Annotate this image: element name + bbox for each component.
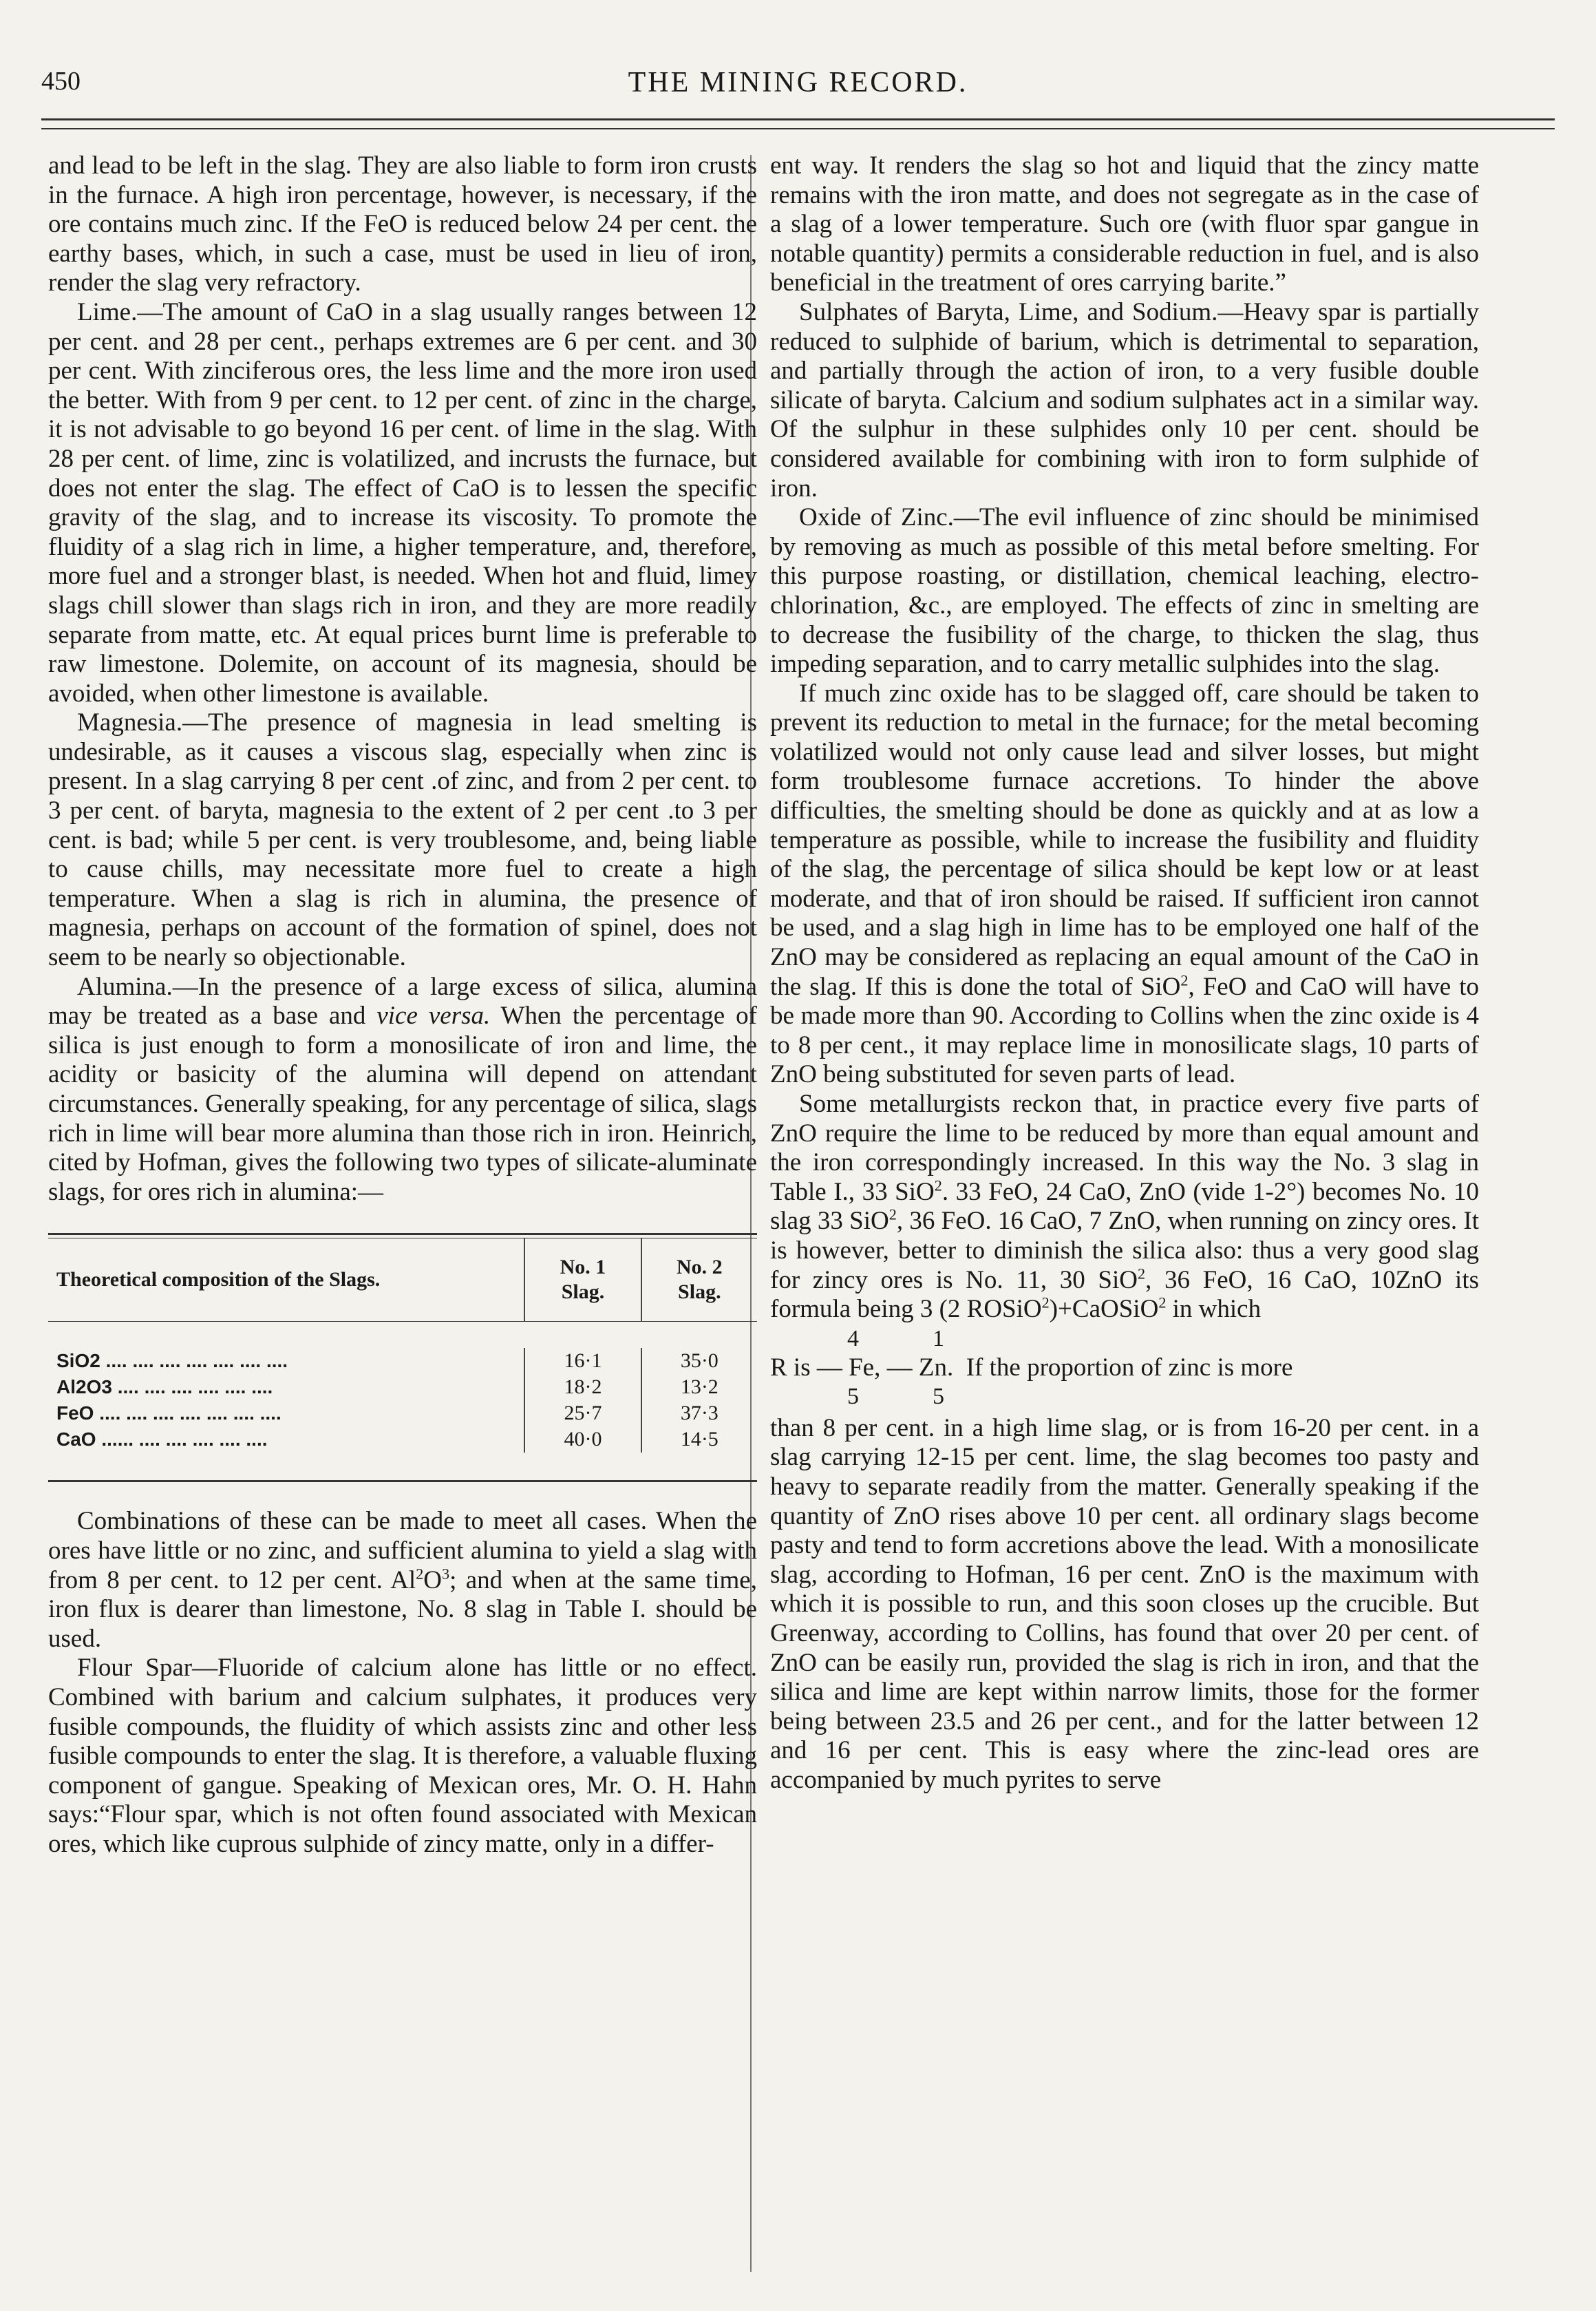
superscript: 3 (442, 1565, 450, 1583)
table-row (48, 1348, 757, 1374)
row-leader: .... .... .... .... .... .... .... (94, 1402, 281, 1424)
superscript: 2 (1180, 971, 1189, 989)
table-header (48, 1238, 757, 1322)
col1-subtitle: Slag. (561, 1280, 605, 1304)
formula-expression: R is — Fe, — Zn. (770, 1353, 954, 1382)
paragraph-lime: Lime.—The amount of CaO in a slag usually ranges between 12 per cent. and 28 per cent., perhaps extremes are 6 per cent. and 30 per cent. With zinciferous ores, the less lime and the more iron used the better. With from 9 per cent. to 12 per cent. of zinc in the charge, it is not advisable to go beyond 16 per cent. of lime in the slag. With 28 per cent. of lime, zinc is volatilized, and incrusts the furnace, but does not enter the slag. The effect of CaO is to lessen the specific gravity of the slag, and to increase its viscosity. To promote the fluidity of a slag rich in lime, a higher temperature, and, therefore, more fuel and a stronger blast, is needed. When hot and fluid, limey slags chill slower than slags rich in iron, and they are more readily separate from matte, etc. At equal prices burnt lime is preferable to raw limestone. Dolemite, on account of its magnesia, should be avoided, when other limestone is available. (48, 297, 757, 708)
row-value-1: 40·0 (524, 1426, 640, 1453)
header-rule-thin (41, 128, 1555, 129)
table-body (48, 1322, 757, 1482)
table-rule (48, 1233, 757, 1235)
row-label (48, 1373, 524, 1402)
formula-continuation: If the proportion of zinc is more (966, 1353, 1293, 1382)
page-header (41, 66, 1555, 107)
table-header-label: Theoretical composition of the Slags. (56, 1268, 381, 1291)
page-number: 450 (41, 67, 81, 96)
text-run: in which (1166, 1295, 1262, 1324)
col2-title: No. 2 (676, 1256, 723, 1279)
row-value-1: 16·1 (524, 1348, 640, 1374)
row-label (48, 1425, 524, 1455)
table-header-col1 (524, 1238, 640, 1321)
row-value-2: 35·0 (641, 1348, 757, 1374)
col2-subtitle: Slag. (678, 1280, 721, 1304)
paragraph-zinc-proportion: than 8 per cent. in a high lime slag, or is from 16-20 per cent. in a slag carrying 12-15 per cent. lime, the slag becomes too pasty and heavy to separate readily from the matter. Generally speaking if the quantity of ZnO rises above 10 per cent. all ordinary slags become pasty and tend to form accretions above the lead. With a monosilicate slag, according to Hofman, 16 per cent. ZnO is the maximum with which it is possible to run, and this soon closes up the crucible. But Greenway, according to Collins, has found that over 20 per cent. of ZnO can be easily run, provided the slag is rich in iron, and that the silica and lime are kept within narrow limits, those for the former being between 23.5 and 26 per cent., and for the latter between 12 and 16 per cent. This is easy where the zinc-lead ores are accompanied by much pyrites to serve (770, 1413, 1479, 1794)
text-run: O (423, 1565, 443, 1594)
row-value-2: 14·5 (641, 1426, 757, 1453)
row-value-1: 25·7 (524, 1400, 640, 1426)
text-run: When the percentage of silica is just enough to form a monosilicate of iron and lime, the acidity or basicity of the alumina will depend on attendant circumstances. Generally speaking, for any percentage of silica, slags rich in lime will bear more alumina than those rich in iron. Heinrich, cited by Hofman, gives the following two types of silicate-aluminate slags, for ores rich in alumina:— (48, 1002, 757, 1206)
superscript: 2 (889, 1206, 897, 1224)
text-run: Alumina.—In the presence of a large excess of silica, alumina may be treated as a base and (48, 972, 757, 1031)
fraction-denominator: 5 (847, 1383, 859, 1409)
row-name: SiO2 (56, 1350, 100, 1372)
formula-text (770, 1353, 1479, 1383)
text-run: ; and when at the same time, iron flux is dearer than limestone, No. 8 slag in Table I. should be used. (48, 1565, 757, 1653)
table-header-col2 (641, 1238, 757, 1321)
paragraph-sulphates: Sulphates of Baryta, Lime, and Sodium.—Heavy spar is partially reduced to sulphide of barium, which is detrimental to separation, and partially through the action of iron, to a very fusible double silicate of baryta. Calcium and sodium sulphates act in a similar way. Of the sulphur in these sulphides only 10 per cent. should be considered available for combining with iron to form sulphide of iron. (770, 297, 1479, 503)
row-label (48, 1347, 524, 1376)
row-value-2: 13·2 (641, 1374, 757, 1400)
paragraph: ent way. It renders the slag so hot and liquid that the zincy matte remains with the iron matte, and does not segregate as in the case of a slag of a lower temperature. Such ore (with fluor spar gangue in notable quantity) permits a considerable reduction in fuel, and is also beneficial in the treatment of ores carrying barite.” (770, 151, 1479, 297)
fraction-denominator: 5 (933, 1383, 944, 1409)
text-run: , 36 FeO, 16 CaO, 10ZnO its formula being 3 (2 ROSiO (770, 1265, 1480, 1324)
row-label (48, 1399, 524, 1428)
paragraph-metallurgists (770, 1090, 1479, 1325)
fraction-formula (770, 1325, 1479, 1414)
journal-title: THE MINING RECORD. (628, 67, 968, 98)
text-run: If much zinc oxide has to be slagged off, care should be taken to prevent its reduction to metal in the furnace; for the metal becoming volatilized would not only cause lead and silver losses, but might form troublesome furnace accretions. To hinder the above difficulties, the smelting should be done as quickly and at as low a temperature as possible, while to increase the fusibility and fluidity of the slag, the percentage of silica should be kept low or at least moderate, and that of iron should be raised. If sufficient iron cannot be used, and a slag high in lime has to be employed one half of the ZnO may be considered as replacing an equal amount of the CaO in the slag. If this is done the total of SiO (770, 679, 1479, 1001)
table-row (48, 1374, 757, 1400)
row-value-2: 37·3 (641, 1400, 757, 1426)
fraction-numerator: 4 (847, 1325, 859, 1351)
text-run: )+CaOSiO (1049, 1295, 1159, 1324)
right-column (770, 151, 1479, 1795)
paragraph-magnesia: Magnesia.—The presence of magnesia in lead smelting is undesirable, as it causes a viscous slag, especially when zinc is present. In a slag carrying 8 per cent .of zinc, and from 2 per cent. to 3 per cent. of baryta, magnesia to the extent of 2 per cent .to 3 per cent. is bad; while 5 per cent. is very troublesome, and, being liable to cause chills, may necessitate more fuel to create a high temperature. When a slag is rich in alumina, the presence of magnesia, perhaps on account of the formation of spinel, does not seem to be nearly so objectionable. (48, 708, 757, 972)
left-column (48, 151, 757, 1859)
paragraph-flour-spar: Flour Spar—Fluoride of calcium alone has little or no effect. Combined with barium and calcium sulphates, it produces very fusible compounds, the fluidity of which assists zinc and other less fusible compounds to enter the slag. It is therefore, a valuable fluxing component of gangue. Speaking of Mexican ores, Mr. O. H. Hahn says:“Flour spar, which is not often found associated with Mexican ores, which like cuprous sulphide of zincy matte, only in a differ- (48, 1654, 757, 1858)
fraction-numerator: 1 (933, 1325, 944, 1351)
row-name: Al2O3 (56, 1376, 112, 1398)
text-run: . 33 FeO, 24 CaO, ZnO (vide 1-2°) becomes No. 10 slag 33 SiO (770, 1177, 1479, 1236)
text-run: Some metallurgists reckon that, in practice every five parts of ZnO require the lime to be reduced by more than equal amount and the iron correspondingly increased. In this way the No. 3 slag in Table I., 33 SiO (770, 1090, 1479, 1206)
superscript: 2 (1138, 1265, 1146, 1283)
italic-text: vice versa. (376, 1002, 491, 1031)
row-name: CaO (56, 1428, 96, 1450)
paragraph-combinations (48, 1507, 757, 1654)
table-row (48, 1400, 757, 1426)
row-leader: ...... .... .... .... .... .... (96, 1428, 268, 1450)
col1-title: No. 1 (560, 1256, 606, 1279)
paragraph: and lead to be left in the slag. They are also liable to form iron crusts in the furnace. A high iron percentage, however, is necessary, if the ore contains much zinc. If the FeO is reduced below 24 per cent. the earthy bases, which, in such a case, must be used in lieu of iron, render the slag very refractory. (48, 151, 757, 297)
slag-composition-table (48, 1233, 757, 1482)
row-name: FeO (56, 1402, 94, 1424)
row-leader: .... .... .... .... .... .... .... (100, 1350, 288, 1372)
row-leader: .... .... .... .... .... .... (111, 1376, 273, 1398)
table-row (48, 1426, 757, 1453)
header-rule (41, 118, 1555, 120)
paragraph-alumina (48, 973, 757, 1207)
text-run: , FeO and CaO will have to be made more than 90. According to Collins when the zinc oxide is 4 to 8 per cent., it may replace lime in monosilicate slags, 10 parts of ZnO being substituted for seven parts of lead. (770, 972, 1479, 1089)
paragraph-oxide-of-zinc: Oxide of Zinc.—The evil influence of zinc should be minimised by removing as much as possible of this metal before smelting. For this purpose roasting, or distillation, chemical leaching, electro-chlorination, &c., are employed. The effects of zinc in smelting are to decrease the fusibility of the charge, to thicken the slag, thus impeding separation, and to carry metallic sulphides into the slag. (770, 503, 1479, 679)
superscript: 2 (934, 1176, 942, 1194)
paragraph-zinc-oxide-slag (770, 679, 1479, 1090)
text-run: Combinations of these can be made to meet all cases. When the ores have little or no zinc, and sufficient alumina to yield a slag with from 8 per cent. to 12 per cent. Al (48, 1507, 757, 1594)
superscript: 2 (416, 1565, 424, 1583)
text-run: , 36 FeO. 16 CaO, 7 ZnO, when running on zincy ores. It is however, better to diminish the silica also: thus a very good slag for zincy ores is No. 11, 30 SiO (770, 1207, 1479, 1294)
superscript: 2 (1158, 1294, 1167, 1311)
row-value-1: 18·2 (524, 1374, 640, 1400)
superscript: 2 (1041, 1294, 1050, 1311)
